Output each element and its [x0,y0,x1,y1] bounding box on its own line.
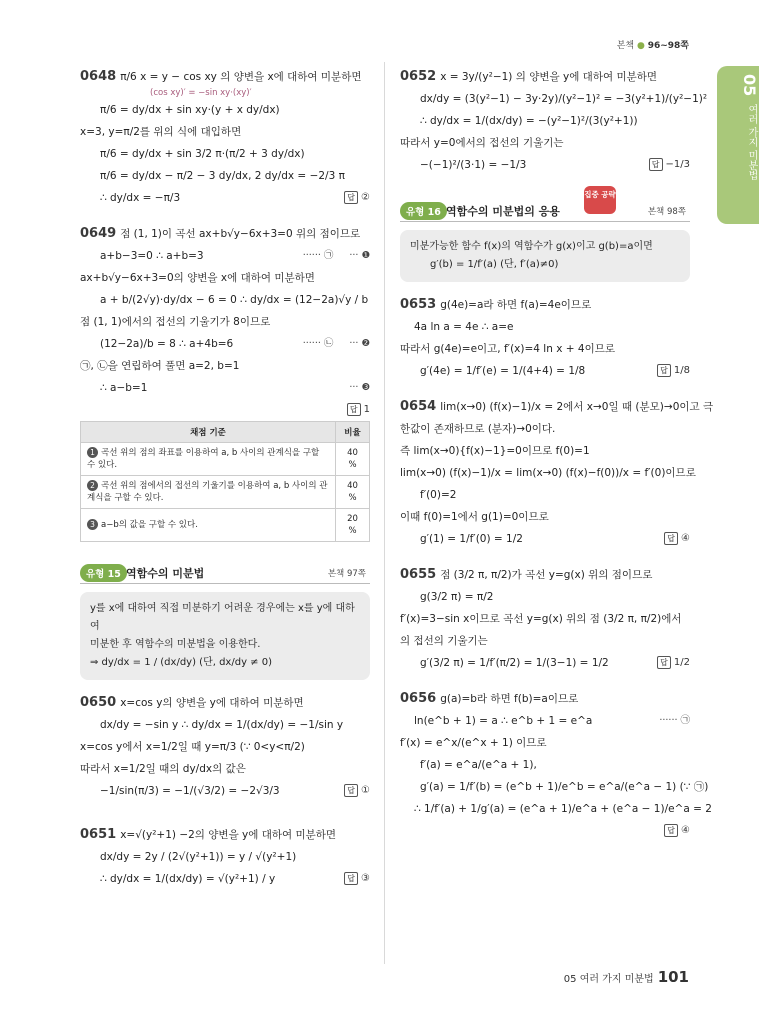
type-16-note: 미분가능한 함수 f(x)의 역함수가 g(x)이고 g(b)=a이면 g′(b) = 1/f′(a) (단, f′(a)≠0) [400,230,690,282]
table-row: 1 곡선 위의 점의 좌표를 이용하여 a, b 사이의 관계식을 구할 수 있다. 40 % [81,443,370,476]
problem-0653: 0653 g(4e)=a라 하면 f(a)=4e이므로 4a ln a = 4e ∴ a=e 따라서 g(4e)=e이고, f′(x)=4 ln x + 4이므로 g′(4e) = 1/f′(e) = 1/(4+4) = 1/8 답 1/8 [400,294,690,382]
chapter-tab[interactable] [717,66,759,224]
type-15-header: 유형 15 역함수의 미분법 본책 97쪽 [80,562,370,584]
type-15-note: y를 x에 대하여 직접 미분하기 어려운 경우에는 x를 y에 대하여 미분한 후 역함수의 미분법을 이용한다. ⇒ dy/dx = 1 / (dx/dy) (단, dx/dy ≠ 0) [80,592,370,680]
answer: 답 1/2 [657,652,690,674]
chapter-label: 여러 가지 미분법 [746,104,757,181]
problem-0652: 0652 x = 3y/(y²−1) 의 양변을 y에 대하여 미분하면 dx/dy = (3(y²−1) − 3y·2y)/(y²−1)² = −3(y²+1)/(y²−1)² ∴ dy/dx = 1/(dx/dy) = −(y²−1)²/(3(y²+1)) 따라서 y=0에서의 접선의 기울기는 −(−1)²/(3·1) = −1/3 답 −1/3 [400,66,690,176]
problem-0655: 0655 점 (3/2 π, π/2)가 곡선 y=g(x) 위의 점이므로 g(3/2 π) = π/2 f′(x)=3−sin x이므로 곡선 y=g(x) 위의 점 (3/2 π, π/2)에서 의 접선의 기울기는 g′(3/2 π) = 1/f′(π/2) = 1/(3−1) = 1/2 답 1/2 [400,564,690,674]
left-column [80,66,370,900]
page-footer: 05 여러 가지 미분법 101 [563,968,689,986]
table-row: 3 a−b의 값을 구할 수 있다. 20 % [81,509,370,542]
answer: 답 −1/3 [649,154,690,176]
problem-0649: 0649 점 (1, 1)이 곡선 ax+b√y−6x+3=0 위의 점이므로 a+b−3=0 ∴ a+b=3 ··· ❶ ······ ㉠ ax+b√y−6x+3=0의 양변을 x에 대하여 미분하면 a + b/(2√y)·dy/dx − 6 = 0 ∴ dy/dx = (12−2a)√y / b 점 (1, 1)에서의 접선의 기울기가 8이므로 (12−2a)/b = 8 ∴ a+4b=6 ··· ❷ ······ ㉡ ㉠, ㉡을 연립하여 풀면 a=2, b=1 ∴ a−b=1 ··· ❸ 답 1 [80,223,370,399]
answer: 답 ② [344,187,370,209]
answer: 답 1/8 [657,360,690,382]
problem-0651: 0651 x=√(y²+1) −2의 양변을 y에 대하여 미분하면 dx/dy = 2y / (2√(y²+1)) = y / √(y²+1) ∴ dy/dx = 1/(dx/dy) = √(y²+1) / y 답 ③ [80,824,370,890]
column-divider [384,62,385,964]
answer: 답 ① [344,780,370,802]
grading-table: 채점 기준 비율 1 곡선 위의 점의 좌표를 이용하여 a, b 사이의 관계식을 구할 수 있다. 40 % 2 곡선 위의 점에서의 접선의 기울기를 이용하여 a, b 사이의 관계식을 구할 수 있다. 40 % 3 a−b의 값을 구할 수 있다. 20 % [80,421,370,542]
annotation: (cos xy)′ = −sin xy·(xy)′ [150,88,252,98]
answer: 답 ④ [664,820,690,842]
problem-0654: 0654 lim(x→0) (f(x)−1)/x = 2에서 x→0일 때 (분모)→0이고 극 한값이 존재하므로 (분자)→0이다. 즉 lim(x→0){f(x)−1}=0이므로 f(0)=1 lim(x→0) (f(x)−1)/x = lim(x→0) (f(x)−f(0))/x = f′(0)이므로 f′(0)=2 이때 f(0)=1에서 g(1)=0이므로 g′(1) = 1/f′(0) = 1/2 답 ④ [400,396,690,550]
right-column [400,66,714,842]
problem-0648: 0648 π/6 x = y − cos xy 의 양변을 x에 대하여 미분하면 (cos xy)′ = −sin xy·(xy)′ π/6 = dy/dx + sin xy·(y + x dy/dx) x=3, y=π/2를 위의 식에 대입하면 π/6 = dy/dx + sin 3/2 π·(π/2 + 3 dy/dx) π/6 = dy/dx − π/2 − 3 dy/dx, 2 dy/dx = −2/3 π ∴ dy/dx = −π/3 답 ② [80,66,370,209]
page-number: 101 [657,968,689,986]
answer: 답 ③ [344,868,370,890]
answer: 답 1 [347,399,370,421]
problem-0650: 0650 x=cos y의 양변을 y에 대하여 미분하면 dx/dy = −sin y ∴ dy/dx = 1/(dx/dy) = −1/sin y x=cos y에서 x=1/2일 때 y=π/3 (∵ 0<y<π/2) 따라서 x=1/2일 때의 dy/dx의 값은 −1/sin(π/3) = −1/(√3/2) = −2√3/3 답 ① [80,692,370,802]
answer: 답 ④ [664,528,690,550]
type-16-header: 유형 16 역함수의 미분법의 응용 집중 공략 본책 98쪽 [400,200,690,222]
problem-0656: 0656 g(a)=b라 하면 f(b)=a이므로 ln(e^b + 1) = a ∴ e^b + 1 = e^a ······ ㉠ f′(x) = e^x/(e^x + 1) 이므로 f′(a) = e^a/(e^a + 1), g′(a) = 1/f′(b) = (e^b + 1)/e^b = e^a/(e^a − 1) (∵ ㉠) ∴ 1/f′(a) + 1/g′(a) = (e^a + 1)/e^a + (e^a − 1)/e^a = 2 답 ④ [400,688,690,820]
page-reference: 본책 ● 96~98쪽 [616,41,689,51]
chapter-number: 05 [740,74,759,97]
table-row: 2 곡선 위의 점에서의 접선의 기울기를 이용하여 a, b 사이의 관계식을 구할 수 있다. 40 % [81,476,370,509]
focus-stamp: 집중 공략 [584,186,616,214]
